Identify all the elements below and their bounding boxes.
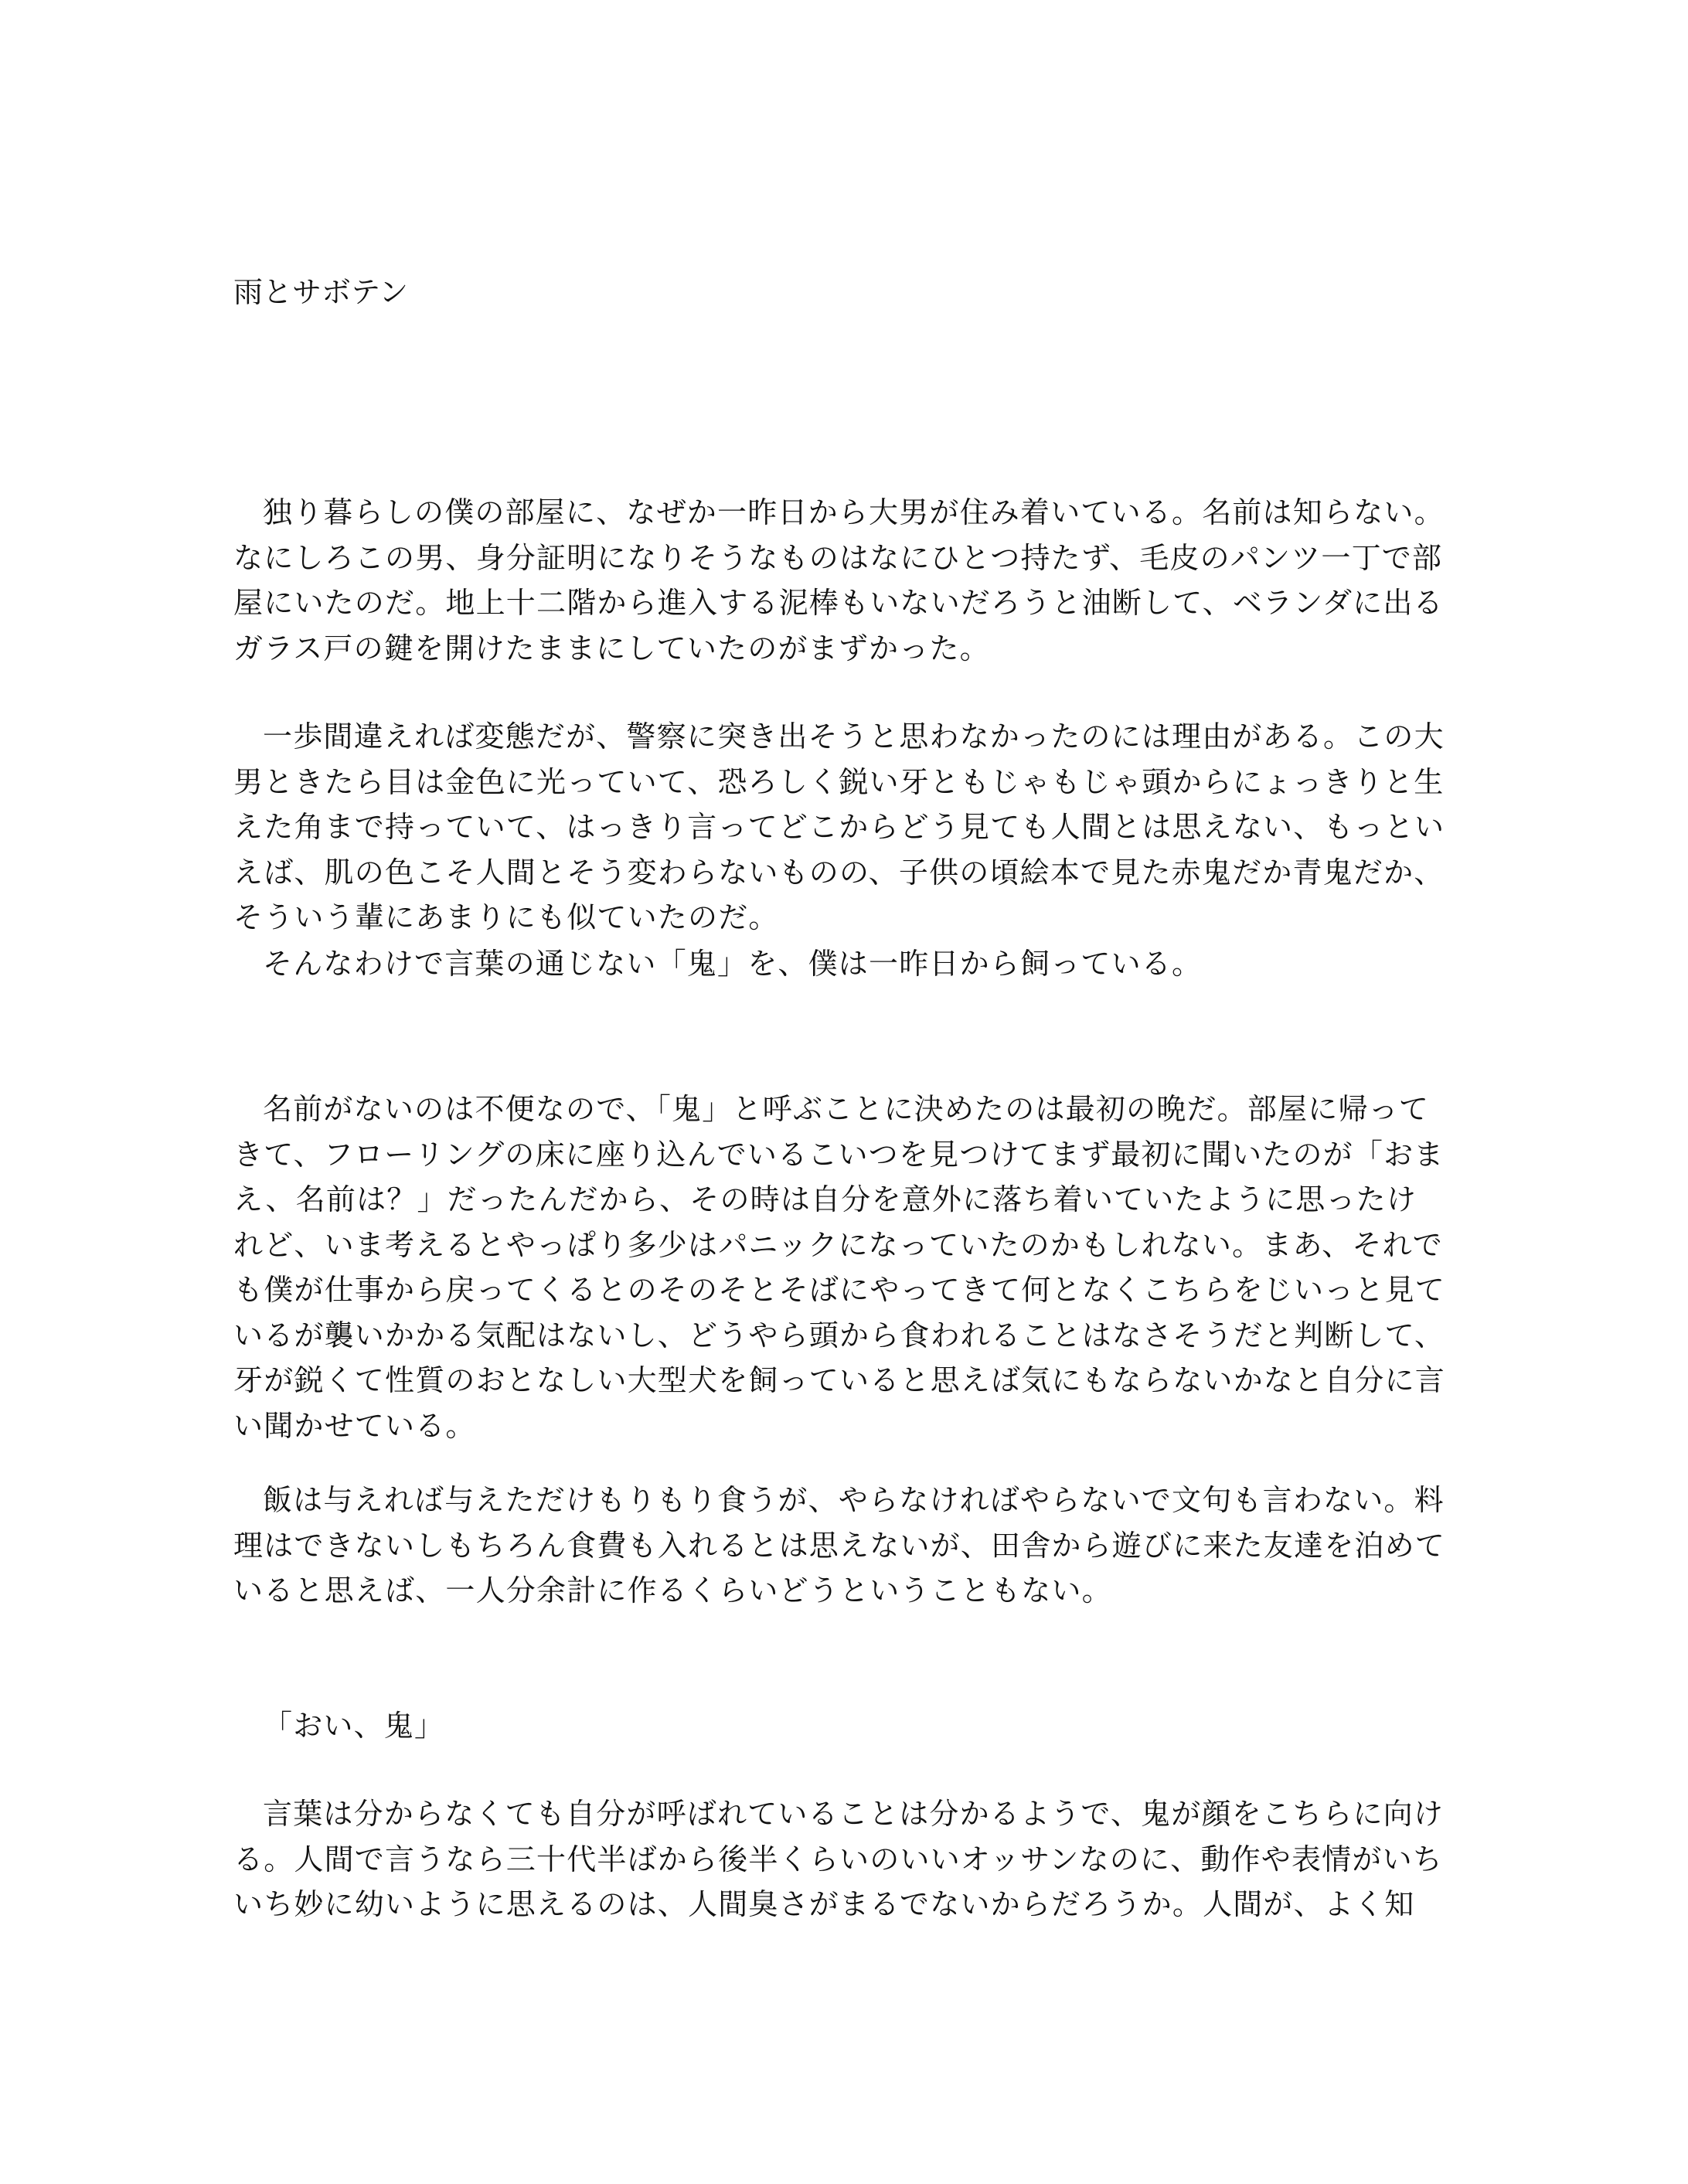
section-1-p3 (233, 941, 1447, 987)
section-2-p1 (233, 1087, 1447, 1448)
section-3-p1 (233, 1791, 1447, 1927)
paragraph: 名前がないのは不便なので、「鬼」と呼ぶことに決めたのは最初の晩だ。部屋に帰ってきて、フローリングの床に座り込んでいるこいつを見つけてまず最初に聞いたのが「おまえ、名前は？」だったんだから、その時は自分を意外に落ち着いていたように思ったけれど、いま考えるとやっぱり多少はパニックになっていたのかもしれない。まあ、それでも僕が仕事から戻ってくるとのそのそとそばにやってきて何となくこちらをじいっと見ているが襲いかかる気配はないし、どうやら頭から食われることはなさそうだと判断して、牙が鋭くて性質のおとなしい大型犬を飼っていると思えば気にもならないかなと自分に言い聞かせている。 (233, 1092, 1446, 1443)
paragraph: 一歩間違えれば変態だが、警察に突き出そうと思わなかったのには理由がある。この大男ときたら目は金色に光っていて、恐ろしく鋭い牙ともじゃもじゃ頭からにょっきりと生えた角まで持っていて、はっきり言ってどこからどう見ても人間とは思えない、もっといえば、肌の色こそ人間とそう変わらないものの、子供の頃絵本で見た赤鬼だか青鬼だか、そういう輩にあまりにも似ていたのだ。 (233, 719, 1445, 934)
document-title: 雨とサボテン (233, 275, 409, 309)
section-1-p2 (233, 714, 1447, 941)
paragraph: 言葉は分からなくても自分が呼ばれていることは分かるようで、鬼が顔をこちらに向ける。人間で言うなら三十代半ばから後半くらいのいいオッサンなのに、動作や表情がいちいち妙に幼いように思えるのは、人間臭さがまるでないからだろうか。人間が、よく知 (233, 1797, 1445, 1921)
paragraph: 飯は与えれば与えただけもりもり食うが、やらなければやらないで文句も言わない。料理はできないしもちろん食費も入れるとは思えないが、田舎から遊びに来た友達を泊めていると思えば、一人分余計に作るくらいどうということもない。 (233, 1483, 1446, 1607)
paragraph: 独り暮らしの僕の部屋に、なぜか一昨日から大男が住み着いている。名前は知らない。なにしろこの男、身分証明になりそうなものはなにひとつ持たず、毛皮のパンツ一丁で部屋にいたのだ。地上十二階から進入する泥棒もいないだろうと油断して、ベランダに出るガラス戸の鍵を開けたままにしていたのがまずかった。 (233, 495, 1445, 665)
dialogue-line: 「おい、鬼」 (263, 1709, 445, 1743)
paragraph: そんなわけで言葉の通じない「鬼」を、僕は一昨日から飼っている。 (263, 947, 1203, 981)
section-1 (233, 490, 1447, 671)
section-2-p2 (233, 1478, 1447, 1614)
section-3-dialogue (233, 1703, 1447, 1749)
